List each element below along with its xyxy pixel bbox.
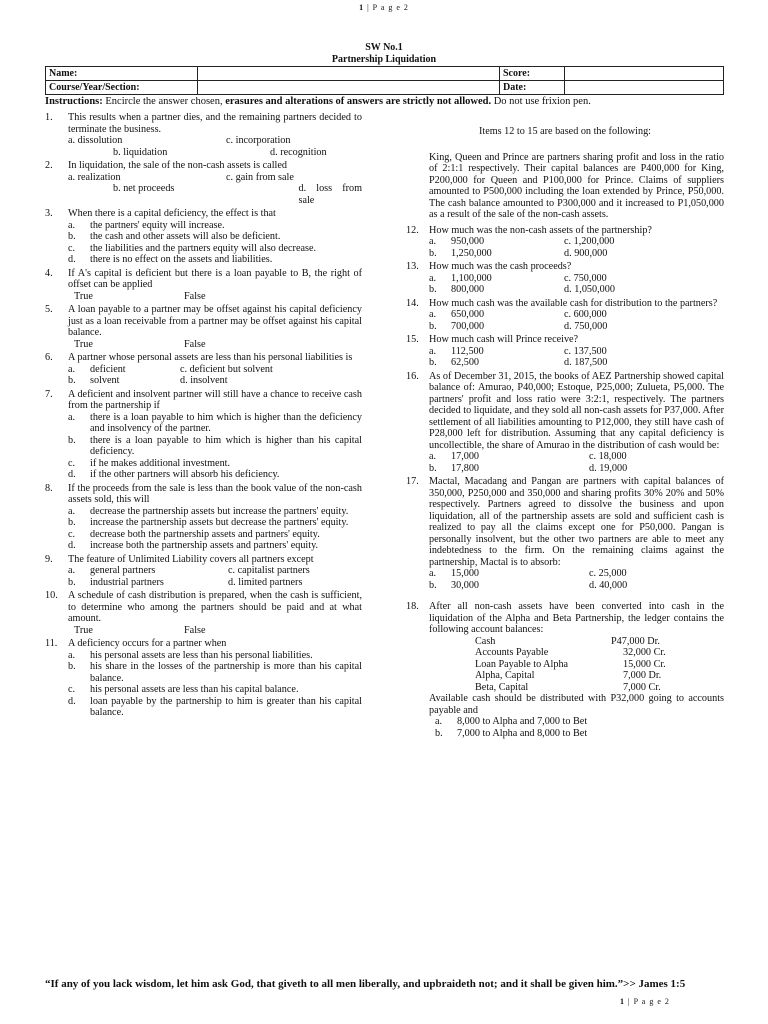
choice-d[interactable]: loan payable by the partnership to him is greater than his capital balance. <box>90 695 362 718</box>
choice-d[interactable]: d. insolvent <box>180 375 228 386</box>
choice-b[interactable]: his share in the losses of the partnership is more than his capital balance. <box>90 661 362 684</box>
question-text: If the proceeds from the sale is less than the book value of the non-cash assets sold, this will <box>68 482 362 505</box>
question-text: A deficient and insolvent partner will still have a chance to receive cash from the partnership if <box>68 388 362 411</box>
date-field[interactable] <box>565 81 724 95</box>
question-text: A loan payable to a partner may be offset against his capital deficiency just as a loan receivable from a partner may be offset against his capital balance. <box>68 304 362 338</box>
question-number: 17. <box>406 476 419 487</box>
ledger-row: Beta, Capital 7,000 Cr. <box>475 681 661 693</box>
question-17: 17. Mactal, Macadang and Pangan are partners with capital balances of 350,000, P250,000 and 350,000 and sharing profits 30% 20% and 50% respectively. Partners agreed to dissolve the business and upon liquidation, all of the partnership assets are sold and sufficient cash is realized to pay all the claims except one for P50,000. Pangan is personally insolvent, but the other two partners are able to meet any indebtedness to the firm. On the remaining claims against the partnership, Mactal is to absorb: a. 15,000 c. 25,000 b. 30,000 d. 40,000 <box>406 476 724 591</box>
choice-a[interactable]: decrease the partnership assets but increase the partners' equity. <box>90 505 349 517</box>
choice-b[interactable]: b. liquidation <box>113 146 168 158</box>
question-number: 2. <box>45 160 53 171</box>
choice-a[interactable]: general partners <box>90 565 156 576</box>
choice-b[interactable]: 1,250,000 <box>451 247 492 259</box>
choice-d[interactable]: if the other partners will absorb his deficiency. <box>90 469 280 480</box>
choice-b[interactable]: increase the partnership assets but decrease the partners' equity. <box>90 517 349 528</box>
score-field[interactable] <box>565 67 724 81</box>
choice-false[interactable]: False <box>184 338 206 350</box>
question-text: A partner whose personal assets are less than his personal liabilities is <box>68 352 353 363</box>
choice-b[interactable]: b. net proceeds <box>113 183 175 194</box>
choice-a[interactable]: deficient <box>90 363 126 375</box>
question-11: 11. A deficiency occurs for a partner when a. his personal assets are less than his personal liabilities. b. his share in the losses of the partnership is more than his capital balance. c. his personal assets are less than his capital balance. d. loan payable by the partnership to him is greater than his capital balance. <box>45 638 362 718</box>
question-8: 8. If the proceeds from the sale is less than the book value of the non-cash assets sold, this will a. decrease the partnership assets but increase the partners' equity. b. increase the partnership assets but decrease the partners' equity. c. decrease both the partnership assets and partners' equity. d. increase both the partnership assets and partners' equity. <box>45 482 362 551</box>
question-number: 11. <box>45 638 58 649</box>
instructions-warning: erasures and alterations of answers are strictly not allowed. <box>225 96 492 107</box>
page-num: 1 <box>359 3 365 12</box>
question-10 <box>45 590 362 636</box>
question-7: 7. A deficient and insolvent partner will still have a chance to receive cash from the partnership if a. there is a loan payable to him which is higher than the deficiency and insolvency of the partner. b. there is a loan payable to him which is higher than his capital deficiency. c. if he makes additional investment. d. if the other partners will absorb his deficiency. <box>45 388 362 480</box>
question-2 <box>45 160 362 206</box>
choice-c[interactable]: the liabilities and the partners equity will also decrease. <box>90 242 317 254</box>
choice-false[interactable]: False <box>184 624 206 636</box>
question-4 <box>45 268 362 303</box>
choice-d[interactable]: increase both the partnership assets and partners' equity. <box>90 540 319 551</box>
question-number: 4. <box>45 267 53 279</box>
student-info-table <box>45 66 724 95</box>
question-text-continued: Available cash should be distributed with P32,000 going to accounts payable and <box>429 693 724 716</box>
choice-c[interactable]: c. 750,000 <box>564 272 607 284</box>
ledger-row: Alpha, Capital 7,000 Dr. <box>475 670 662 681</box>
choice-d[interactable]: there is no effect on the assets and liabilities. <box>90 254 273 265</box>
question-1 <box>45 112 362 158</box>
choice-b[interactable]: 700,000 <box>451 320 485 332</box>
choice-d[interactable]: d. 1,050,000 <box>564 284 615 295</box>
choice-d[interactable]: d. recognition <box>270 146 327 158</box>
page-label: P a g e 2 <box>372 3 409 12</box>
instructions-text: Encircle the answer chosen, <box>102 96 226 107</box>
date-label: Date: <box>500 81 565 95</box>
question-text: How much cash will Prince receive? <box>429 334 579 345</box>
question-text: After all non-cash assets have been converted into cash in the liquidation of the Alpha and Beta Partnership, the ledger contains the following account balances: <box>429 601 724 635</box>
question-number: 6. <box>45 352 53 363</box>
choice-c[interactable]: c. 137,500 <box>564 345 607 357</box>
instructions <box>45 96 735 108</box>
choice-d[interactable]: d. loss from sale <box>298 183 362 206</box>
choice-true[interactable]: True <box>74 338 93 350</box>
choice-a[interactable]: 650,000 <box>451 309 485 320</box>
question-number: 18. <box>406 601 419 612</box>
name-label: Name: <box>46 67 198 81</box>
page-number-footer: 1 | P a g e 2 <box>620 997 670 1006</box>
choice-d[interactable]: d. 750,000 <box>564 320 608 332</box>
document-subtitle: Partnership Liquidation <box>331 54 437 65</box>
question-text: In liquidation, the sale of the non-cash assets is called <box>68 160 287 171</box>
question-text: The feature of Unlimited Liability covers all partners except <box>68 553 314 565</box>
question-text: When there is a capital deficiency, the effect is that <box>68 208 276 219</box>
choice-b[interactable]: solvent <box>90 375 120 386</box>
choice-d[interactable]: d. 900,000 <box>564 247 608 259</box>
question-16: 16. As of December 31, 2015, the books of AEZ Partnership showed capital balance of: Amurao, P40,000; Estoque, P25,000; Zulueta, P5,000. The partners' profit and loss ratio were 3:2:1, respectively. The partners decided to liquidate, and they sold all non-cash assets for P37,000. After settlement of all liabilities amounting to P12,000, they still have cash of P28,000 left for distribution. Assuming that any capital deficiency is uncollectible, the share of Amurao in the distribution of cash would be: a. 17,000 c. 18,000 b. 17,800 d. 19,000 <box>406 370 724 474</box>
choice-c[interactable]: c. 1,200,000 <box>564 236 615 247</box>
question-text: Mactal, Macadang and Pangan are partners with capital balances of 350,000, P250,000 and 350,000 and sharing profits 30% 20% and 50% respectively. Partners agreed to dissolve the business and upon liquidation, all of the partnership assets are sold and sufficient cash is realized to pay all the claims except one for P50,000. Pangan is personally insolvent, but the other two partners are able to meet any indebtedness to the firm. On the remaining claims against the partnership, Mactal is to absorb: <box>429 476 724 568</box>
choice-true[interactable]: True <box>74 290 93 302</box>
choice-c[interactable]: c. capitalist partners <box>228 565 310 576</box>
question-6: 6. A partner whose personal assets are less than his personal liabilities is a. deficient c. deficient but solvent b. solvent d. insolvent <box>45 352 362 387</box>
question-14: 14. How much cash was the available cash for distribution to the partners? a. 650,000 c. 600,000 b. 700,000 d. 750,000 <box>406 298 724 333</box>
choice-b[interactable]: 30,000 <box>451 579 480 591</box>
choice-d[interactable]: d. 40,000 <box>589 579 628 591</box>
question-text: How much was the cash proceeds? <box>429 261 572 272</box>
question-text: As of December 31, 2015, the books of AEZ Partnership showed capital balance of: Amurao, P40,000; Estoque, P25,000; Zulueta, P5,000. The partners' profit and loss ratio were 3:2:1, respectively. The partners decided to liquidate, and they sold all non-cash assets for P37,000. After settlement of all liabilities amounting to P12,000, they still have cash of P28,000 left for distribution. Assuming that any capital deficiency is uncollectible, the share of Amurao in the distribution of cash would be: <box>429 370 724 451</box>
choice-a[interactable]: 1,100,000 <box>451 272 492 284</box>
choice-a[interactable]: 17,000 <box>451 451 480 462</box>
choice-a[interactable]: 950,000 <box>451 236 485 247</box>
question-text: How much cash was the available cash for distribution to the partners? <box>429 297 718 309</box>
ledger-row: Accounts Payable 32,000 Cr. <box>475 647 666 658</box>
left-column <box>45 112 362 721</box>
page-sep: | <box>367 3 370 12</box>
choice-true[interactable]: True <box>74 624 93 636</box>
choice-c[interactable]: c. deficient but solvent <box>180 363 273 375</box>
question-18: 18. After all non-cash assets have been converted into cash in the liquidation of the Alpha and Beta Partnership, the ledger contains the following account balances: Cash P47,000 Dr. Accounts Payable 32,000 Cr. Loan Payable to Alpha 15,000 Cr. Alpha, Capital 7,000 Dr. Beta, Capital 7,000 Cr. Available cash should be distributed with P32,000 going to accounts payable and a. 8,000 to Alpha and 7,000 to Bet b. 7,000 to Alpha and 8,000 to Bet <box>406 601 724 739</box>
choice-b[interactable]: industrial partners <box>90 576 164 588</box>
choice-b[interactable]: 62,500 <box>451 357 480 368</box>
choice-a[interactable]: the partners' equity will increase. <box>90 219 225 231</box>
question-15: 15. How much cash will Prince receive? a. 112,500 c. 137,500 b. 62,500 d. 187,500 <box>406 334 724 369</box>
question-number: 13. <box>406 261 419 272</box>
name-field[interactable] <box>198 67 500 81</box>
instructions-label: Instructions: <box>45 96 103 107</box>
question-text: A schedule of cash distribution is prepared, when the cash is sufficient, to determine who among the partners should be paid and at what amount. <box>68 590 362 624</box>
question-12: 12. How much was the non-cash assets of the partnership? a. 950,000 c. 1,200,000 b. 1,250,000 d. 900,000 <box>406 225 724 260</box>
question-number: 12. <box>406 224 419 236</box>
question-text: A deficiency occurs for a partner when <box>68 638 227 649</box>
right-column <box>406 112 724 741</box>
question-number: 5. <box>45 304 53 315</box>
choice-a[interactable]: 8,000 to Alpha and 7,000 to Bet <box>457 716 588 727</box>
question-number: 10. <box>45 590 58 601</box>
choice-d[interactable]: d. limited partners <box>228 576 303 588</box>
choice-b[interactable]: the cash and other assets will also be deficient. <box>90 231 281 242</box>
choice-d[interactable]: d. 187,500 <box>564 357 608 368</box>
ledger-table <box>429 636 724 694</box>
choice-c[interactable]: if he makes additional investment. <box>90 457 231 469</box>
ledger-row: Cash P47,000 Dr. <box>475 635 660 647</box>
question-9: 9. The feature of Unlimited Liability covers all partners except a. general partners c. capitalist partners b. industrial partners d. limited partners <box>45 554 362 589</box>
score-label: Score: <box>500 67 565 81</box>
question-number: 9. <box>45 553 53 565</box>
choice-c[interactable]: c. 18,000 <box>589 451 627 462</box>
choice-false[interactable]: False <box>184 290 206 302</box>
choice-c[interactable]: c. gain from sale <box>226 171 294 183</box>
choice-a[interactable]: there is a loan payable to him which is higher than the deficiency and insolvency of the partner. <box>90 411 362 434</box>
question-text: If A's capital is deficient but there is a loan payable to B, the right of offset can be applied <box>68 267 362 290</box>
document-title: SW No.1 <box>365 42 403 53</box>
course-label: Course/Year/Section: <box>46 81 198 95</box>
bible-quote: “If any of you lack wisdom, let him ask God, that giveth to all men liberally, and upbraideth not; and it shall be given him.”>> James 1:5 <box>45 978 686 990</box>
choice-c[interactable]: c. 25,000 <box>589 568 627 579</box>
question-13: 13. How much was the cash proceeds? a. 1,100,000 c. 750,000 b. 800,000 d. 1,050,000 <box>406 261 724 296</box>
choice-d[interactable]: d. 19,000 <box>589 462 628 474</box>
question-text: How much was the non-cash assets of the partnership? <box>429 224 652 236</box>
choice-c[interactable]: his personal assets are less than his capital balance. <box>90 684 299 695</box>
items-header: Items 12 to 15 are based on the following: <box>478 126 652 137</box>
question-number: 7. <box>45 388 53 400</box>
ledger-row: Loan Payable to Alpha 15,000 Cr. <box>475 658 666 670</box>
question-3: 3. When there is a capital deficiency, the effect is that a. the partners' equity will increase. b. the cash and other assets will also be deficient. c. the liabilities and the partners equity will also decrease. d. there is no effect on the assets and liabilities. <box>45 208 362 266</box>
choice-b[interactable]: 17,800 <box>451 462 480 474</box>
choice-a[interactable]: a. dissolution <box>68 135 123 146</box>
choice-a[interactable]: 112,500 <box>451 345 484 357</box>
question-number: 15. <box>406 334 419 345</box>
choice-b[interactable]: 800,000 <box>451 284 485 295</box>
case-text: King, Queen and Prince are partners sharing profit and loss in the ratio of 2:1:1 respectively. Their capital balances are P400,000 for King, P200,000 for Queen and P100,000 for Prince. Claims of suppliers amounted to P500,000 including the loan extended by Prince, P50,000. The cash balance amounted to P300,000 and it increased to P1,050,000 as a result of the sale of the non-cash assets. <box>429 151 724 220</box>
page-number-header <box>0 3 768 12</box>
choice-a[interactable]: a. realization <box>68 171 121 183</box>
question-number: 1. <box>45 112 53 123</box>
choice-a[interactable]: 15,000 <box>451 568 480 579</box>
question-text: This results when a partner dies, and the remaining partners decided to terminate the business. <box>68 112 362 135</box>
choice-c[interactable]: c. incorporation <box>226 135 291 146</box>
choice-b[interactable]: 7,000 to Alpha and 8,000 to Bet <box>457 727 588 739</box>
question-number: 8. <box>45 482 53 494</box>
choice-c[interactable]: decrease both the partnership assets and partners' equity. <box>90 528 320 540</box>
choice-a[interactable]: his personal assets are less than his personal liabilities. <box>90 649 313 661</box>
choice-b[interactable]: there is a loan payable to him which is higher than his capital deficiency. <box>90 434 362 457</box>
question-number: 14. <box>406 297 419 309</box>
choice-c[interactable]: c. 600,000 <box>564 309 607 320</box>
question-number: 3. <box>45 208 53 219</box>
question-5 <box>45 304 362 350</box>
question-number: 16. <box>406 370 419 382</box>
course-field[interactable] <box>198 81 500 95</box>
instructions-note: Do not use frixion pen. <box>491 96 591 107</box>
